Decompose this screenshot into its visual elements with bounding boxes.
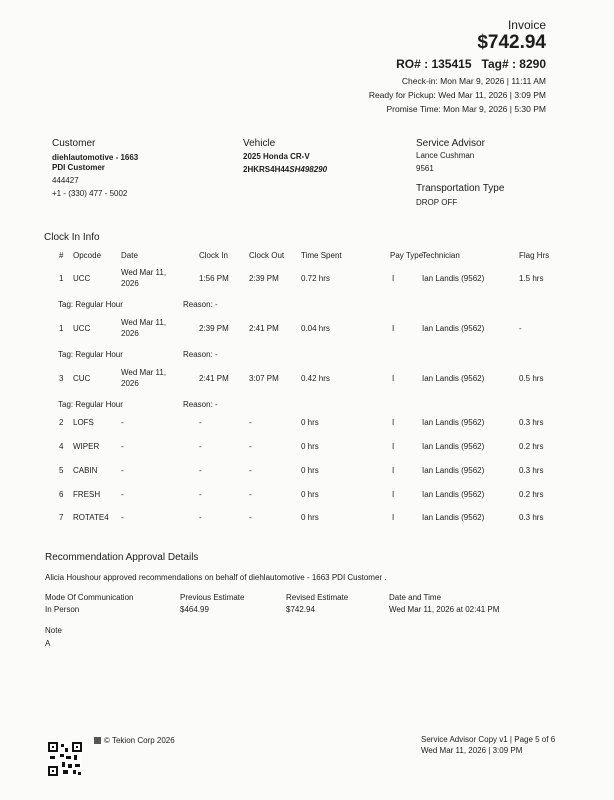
recommendation-statement: Alicia Houshour approved recommendations on behalf of diehlautomotive - 1663 PDI Customer .	[45, 573, 387, 582]
row-opcode: CABIN	[73, 466, 98, 475]
footer-brand	[94, 736, 175, 745]
promise-time: Promise Time: Mon Mar 9, 2026 | 5:30 PM	[386, 104, 546, 114]
row-reason: Reason: -	[183, 300, 218, 309]
row-clock-in: -	[199, 442, 202, 451]
row-clock-out: -	[249, 466, 252, 475]
transport-type: DROP OFF	[416, 198, 458, 207]
row-clock-out: 2:39 PM	[249, 274, 279, 283]
row-technician: Ian Landis (9562)	[422, 418, 485, 427]
row-clock-in: -	[199, 513, 202, 522]
row-time-spent: 0 hrs	[301, 490, 319, 499]
row-num: 7	[59, 513, 64, 522]
row-clock-out: 3:07 PM	[249, 374, 279, 383]
page-info: Service Advisor Copy v1 | Page 5 of 6	[421, 735, 556, 744]
customer-heading: Customer	[52, 138, 96, 149]
note-value: A	[45, 639, 51, 648]
ro-number: RO# : 135415	[396, 57, 472, 71]
row-num: 2	[59, 418, 64, 427]
note-label: Note	[45, 626, 62, 635]
row-pay-type: I	[392, 324, 395, 333]
row-clock-in: 2:41 PM	[199, 374, 229, 383]
col-date-header: Date	[121, 251, 138, 260]
row-date: Wed Mar 11,	[121, 268, 167, 277]
row-time-spent: 0 hrs	[301, 513, 319, 522]
row-num: 5	[59, 466, 64, 475]
vin-suffix: SH498290	[289, 165, 328, 174]
row-num: 6	[59, 490, 64, 499]
row-date: -	[121, 466, 124, 475]
row-opcode: FRESH	[73, 490, 101, 499]
invoice-title: Invoice	[507, 18, 546, 32]
row-technician: Ian Landis (9562)	[422, 274, 485, 283]
transport-heading: Transportation Type	[416, 183, 505, 194]
vehicle-heading: Vehicle	[243, 138, 276, 149]
row-clock-in: 2:39 PM	[199, 324, 229, 333]
row-num: 1	[59, 324, 64, 333]
row-flag: 0.2 hrs	[519, 490, 544, 499]
row-flag: 0.3 hrs	[519, 418, 544, 427]
row-flag: 0.5 hrs	[519, 374, 544, 383]
printed-time: Wed Mar 11, 2026 | 3:09 PM	[421, 746, 523, 755]
row-flag: 0.3 hrs	[519, 513, 544, 522]
row-flag: 0.3 hrs	[519, 466, 544, 475]
row-clock-in: -	[199, 466, 202, 475]
row-pay-type: I	[392, 513, 395, 522]
row-time-spent: 0.04 hrs	[301, 324, 330, 333]
row-time-spent: 0 hrs	[301, 442, 319, 451]
row-date-year: 2026	[121, 329, 139, 338]
customer-type: PDI Customer	[52, 163, 105, 172]
clock-heading: Clock In Info	[44, 232, 100, 243]
col-clock-out-header: Clock Out	[249, 251, 285, 260]
row-num: 4	[59, 442, 64, 451]
row-pay-type: I	[392, 466, 395, 475]
row-date: Wed Mar 11,	[121, 318, 167, 327]
row-technician: Ian Landis (9562)	[422, 490, 485, 499]
row-clock-in: -	[199, 490, 202, 499]
row-date-year: 2026	[121, 279, 139, 288]
checkin-time: Check-in: Mon Mar 9, 2026 | 11:11 AM	[401, 76, 546, 86]
col-clock-in-header: Clock In	[199, 251, 228, 260]
row-opcode: ROTATE4	[73, 513, 109, 522]
row-technician: Ian Landis (9562)	[422, 442, 485, 451]
invoice-total: $742.94	[477, 32, 546, 53]
row-pay-type: I	[392, 490, 395, 499]
row-clock-in: 1:56 PM	[199, 274, 229, 283]
col-num-header: #	[59, 251, 64, 260]
row-opcode: WIPER	[73, 442, 100, 451]
row-date: -	[121, 442, 124, 451]
row-num: 3	[59, 374, 64, 383]
advisor-heading: Service Advisor	[416, 138, 485, 149]
row-clock-out: -	[249, 490, 252, 499]
row-clock-out: -	[249, 418, 252, 427]
row-date: -	[121, 490, 124, 499]
row-tag: Tag: Regular Hour	[58, 400, 123, 409]
row-opcode: UCC	[73, 324, 91, 333]
row-flag: 0.2 hrs	[519, 442, 544, 451]
row-pay-type: I	[392, 274, 395, 283]
row-clock-in: -	[199, 418, 202, 427]
ready-time: Ready for Pickup: Wed Mar 11, 2026 | 3:09 PM	[368, 90, 546, 100]
row-date: -	[121, 418, 124, 427]
row-pay-type: I	[392, 418, 395, 427]
row-tag: Tag: Regular Hour	[58, 350, 123, 359]
row-tag: Tag: Regular Hour	[58, 300, 123, 309]
row-date: -	[121, 513, 124, 522]
col-opcode-header: Opcode	[73, 251, 102, 260]
row-technician: Ian Landis (9562)	[422, 374, 485, 383]
row-pay-type: I	[392, 374, 395, 383]
col-flag-hrs-header: Flag Hrs	[519, 251, 550, 260]
col-pay-type-header: Pay Type	[390, 251, 424, 260]
row-reason: Reason: -	[183, 350, 218, 359]
date-time-value: Wed Mar 11, 2026 at 02:41 PM	[389, 605, 500, 614]
ro-tag-line	[396, 57, 546, 71]
row-time-spent: 0.72 hrs	[301, 274, 330, 283]
row-opcode: UCC	[73, 274, 91, 283]
customer-phone: +1 - (330) 477 - 5002	[52, 189, 128, 198]
row-opcode: CUC	[73, 374, 91, 383]
vehicle-vin	[243, 165, 327, 174]
row-date: Wed Mar 11,	[121, 368, 167, 377]
customer-id: 444427	[52, 176, 79, 185]
row-opcode: LOFS	[73, 418, 94, 427]
customer-name: diehlautomotive - 1663	[52, 153, 139, 162]
row-clock-out: 2:41 PM	[249, 324, 279, 333]
row-pay-type: I	[392, 442, 395, 451]
mode-label: Mode Of Communication	[45, 593, 134, 602]
vehicle-model: 2025 Honda CR-V	[243, 152, 310, 161]
row-time-spent: 0 hrs	[301, 418, 319, 427]
qr-code	[48, 742, 82, 776]
row-technician: Ian Landis (9562)	[422, 324, 485, 333]
row-date-year: 2026	[121, 379, 139, 388]
col-time-spent-header: Time Spent	[301, 251, 342, 260]
row-flag: 1.5 hrs	[519, 274, 544, 283]
row-time-spent: 0 hrs	[301, 466, 319, 475]
mode-value: In Person	[45, 605, 80, 614]
revised-estimate-value: $742.94	[286, 605, 315, 614]
row-clock-out: -	[249, 442, 252, 451]
date-time-label: Date and Time	[389, 593, 442, 602]
copyright-text: © Tekion Corp 2026	[104, 736, 175, 745]
tekion-logo-icon	[94, 737, 101, 744]
row-flag: -	[519, 324, 522, 333]
vin-prefix: 2HKRS4H44	[243, 165, 290, 174]
revised-estimate-label: Revised Estimate	[286, 593, 349, 602]
row-reason: Reason: -	[183, 400, 218, 409]
row-technician: Ian Landis (9562)	[422, 513, 485, 522]
recommendation-heading: Recommendation Approval Details	[45, 552, 199, 563]
row-technician: Ian Landis (9562)	[422, 466, 485, 475]
row-time-spent: 0.42 hrs	[301, 374, 330, 383]
advisor-id: 9561	[416, 164, 434, 173]
previous-estimate-value: $464.99	[180, 605, 209, 614]
previous-estimate-label: Previous Estimate	[180, 593, 245, 602]
tag-number: Tag# : 8290	[481, 57, 546, 71]
col-technician-header: Technician	[422, 251, 460, 260]
advisor-name: Lance Cushman	[416, 151, 475, 160]
row-num: 1	[59, 274, 64, 283]
row-clock-out: -	[249, 513, 252, 522]
